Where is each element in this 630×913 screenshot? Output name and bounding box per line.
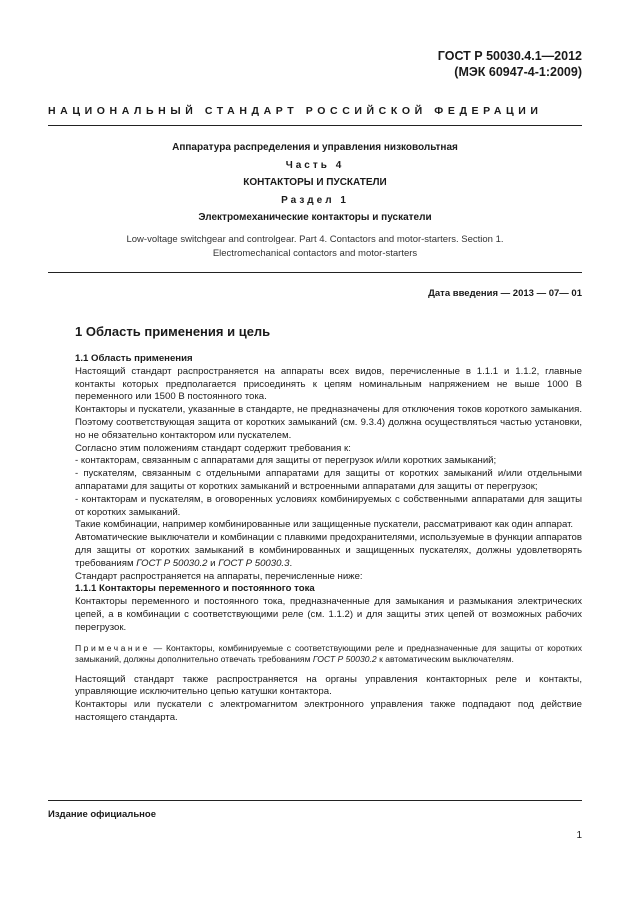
paragraph: Стандарт распространяется на аппараты, перечисленные ниже: — [75, 570, 363, 582]
standard-reference: ГОСТ Р 50030.3 — [218, 557, 290, 569]
paragraph: Настоящий стандарт распространяется на аппараты всех видов, перечисленные в 1.1.1 и 1.1.2, главные контакты которых предполагается присоединять к цепям номинальным напряжением не выше 1000 В переменного или 1500 В постоянного тока. — [75, 365, 582, 403]
footer-divider — [48, 800, 582, 801]
title-divider — [48, 272, 582, 273]
paragraph: Контакторы и пускатели, указанные в стандарте, не предназначены для отключения токов короткого замыкания. Поэтому соответствующая защита от коротких замыканий (см. 9.3.4) должна осуществляться частью установки, но не обязательно контактором или пускателем. — [75, 404, 582, 441]
national-standard-banner: НАЦИОНАЛЬНЫЙ СТАНДАРТ РОССИЙСКОЙ ФЕДЕРАЦИИ — [48, 105, 543, 117]
note-label: Примечание — [75, 642, 150, 653]
list-item: - контакторам и пускателям, в оговоренных условиях комбинируемых с собственными аппаратами для защиты от коротких замыканий. — [75, 493, 582, 518]
introduction-date: Дата введения — 2013 — 07— 01 — [428, 288, 582, 299]
paragraph: Контакторы или пускатели с электромагнитом электронного управления также подпадают под действие настоящего стандарта. — [75, 699, 582, 723]
edition-label: Издание официальное — [48, 809, 156, 820]
subsection-heading: 1.1.1 Контакторы переменного и постоянного тока — [75, 583, 315, 595]
english-title-line-1: Low-voltage switchgear and controlgear. Part 4. Contactors and motor-starters. Section 1. — [126, 234, 504, 245]
iec-number: (МЭК 60947-4-1:2009) — [454, 65, 582, 79]
paragraph: Контакторы переменного и постоянного тока, предназначенные для замыкания и размыкания электрических цепей, а в комбинации с соответствующими реле (см. 1.1.2) и для защиты этих цепей от возможных рабочих перегрузок. — [75, 596, 582, 633]
title-block — [48, 139, 582, 227]
top-divider — [48, 125, 582, 126]
body-text — [75, 353, 582, 725]
english-title-line-2: Electromechanical contactors and motor-starters — [212, 248, 418, 259]
list-item: - контакторам, связанным с аппаратами для защиты от перегрузок и/или коротких замыканий; — [75, 455, 497, 467]
title-line: Аппаратура распределения и управления низковольтная — [172, 142, 458, 153]
standard-number: ГОСТ Р 50030.4.1—2012 — [437, 49, 582, 63]
standard-reference: ГОСТ Р 50030.2 — [312, 654, 377, 665]
list-item: - пускателям, связанным с отдельными аппаратами для защиты от коротких замыканий и/или отдельными аппаратами для защиты от коротких замыканий и встроенными аппаратами для защиты от перегрузок; — [75, 468, 582, 492]
paragraph: Такие комбинации, например комбинированные или защищенные пускатели, рассматривают как один аппарат. — [75, 519, 574, 531]
paragraph: Автоматические выключатели и комбинации с плавкими предохранителями, используемые в функции аппаратов для защиты от коротких замыканий в комбинированных и защищенных пускателях, должны удовлетворять требованиям ГОСТ Р 50030.2 и ГОСТ Р 50030.3. — [75, 532, 582, 569]
section-title: Электромеханические контакторы и пускатели — [198, 212, 432, 223]
note: Примечание — Контакторы, комбинируемые с соответствующими реле и предназначенные для защиты от коротких замыканий, должны дополнительно отвечать требованиям ГОСТ Р 50030.2 к автоматическим выключателям. — [75, 642, 582, 665]
paragraph: Согласно этим положениям стандарт содержит требования к: — [75, 442, 351, 454]
subsection-heading: 1.1 Область применения — [75, 353, 193, 364]
standard-designation — [438, 48, 582, 80]
section-heading: 1 Область применения и цель — [75, 324, 271, 339]
part-label: Часть 4 — [285, 159, 345, 171]
part-title: КОНТАКТОРЫ И ПУСКАТЕЛИ — [243, 177, 387, 188]
standard-reference: ГОСТ Р 50030.2 — [136, 557, 208, 569]
section-label: Раздел 1 — [281, 194, 349, 206]
english-title — [48, 233, 582, 261]
page-number: 1 — [576, 830, 582, 841]
paragraph: Настоящий стандарт также распространяется на органы управления контакторных реле и контакты, управляющие исключительно цепью катушки контактора. — [75, 673, 582, 698]
